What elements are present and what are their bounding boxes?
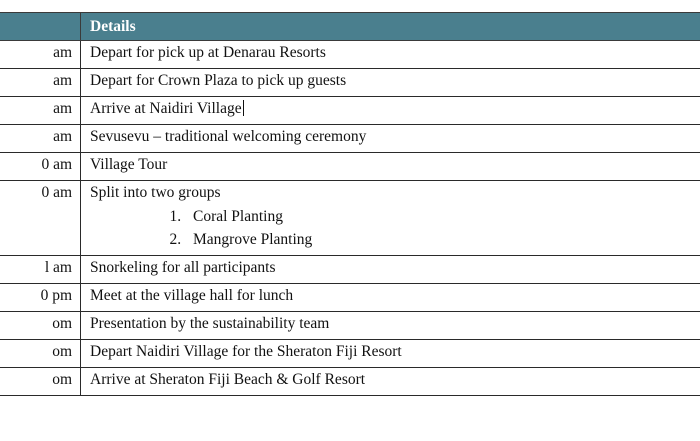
- table-row: [0, 153, 700, 181]
- time-cell[interactable]: am: [0, 41, 81, 69]
- itinerary-table: [0, 12, 700, 396]
- list-item: 1. Coral Planting: [185, 205, 700, 228]
- details-cell[interactable]: Depart for pick up at Denarau Resorts: [81, 41, 700, 69]
- time-cell[interactable]: am: [0, 69, 81, 97]
- details-cell[interactable]: Depart for Crown Plaza to pick up guests: [81, 69, 700, 97]
- table-row: [0, 340, 700, 368]
- header-time: [0, 13, 81, 41]
- table-row: [0, 181, 700, 256]
- details-cell[interactable]: Presentation by the sustainability team: [81, 312, 700, 340]
- list-item: 2. Mangrove Planting: [185, 228, 700, 251]
- details-cell[interactable]: Sevusevu – traditional welcoming ceremony: [81, 125, 700, 153]
- time-cell[interactable]: am: [0, 97, 81, 125]
- time-cell[interactable]: am: [0, 125, 81, 153]
- table-row: [0, 97, 700, 125]
- table-row: [0, 368, 700, 396]
- details-cell[interactable]: Village Tour: [81, 153, 700, 181]
- table-row: [0, 41, 700, 69]
- table-row: [0, 256, 700, 284]
- time-cell[interactable]: 0 am: [0, 153, 81, 181]
- time-cell[interactable]: om: [0, 368, 81, 396]
- text-cursor: [243, 100, 244, 116]
- details-cell[interactable]: Snorkeling for all participants: [81, 256, 700, 284]
- table-row: [0, 284, 700, 312]
- table-row: [0, 69, 700, 97]
- details-cell[interactable]: Depart Naidiri Village for the Sheraton Fiji Resort: [81, 340, 700, 368]
- details-text: Arrive at Naidiri Village: [90, 100, 242, 117]
- time-cell[interactable]: 0 pm: [0, 284, 81, 312]
- details-cell[interactable]: Arrive at Sheraton Fiji Beach & Golf Resort: [81, 368, 700, 396]
- details-cell[interactable]: Meet at the village hall for lunch: [81, 284, 700, 312]
- table-row: [0, 125, 700, 153]
- time-cell[interactable]: l am: [0, 256, 81, 284]
- group-list: [90, 205, 700, 251]
- time-cell[interactable]: om: [0, 312, 81, 340]
- header-details: Details: [81, 13, 700, 41]
- table-header-row: [0, 13, 700, 41]
- details-cell[interactable]: [81, 181, 700, 256]
- time-cell[interactable]: 0 am: [0, 181, 81, 256]
- details-text: Split into two groups: [90, 184, 221, 201]
- table-row: [0, 312, 700, 340]
- time-cell[interactable]: om: [0, 340, 81, 368]
- details-cell-active[interactable]: [81, 97, 700, 125]
